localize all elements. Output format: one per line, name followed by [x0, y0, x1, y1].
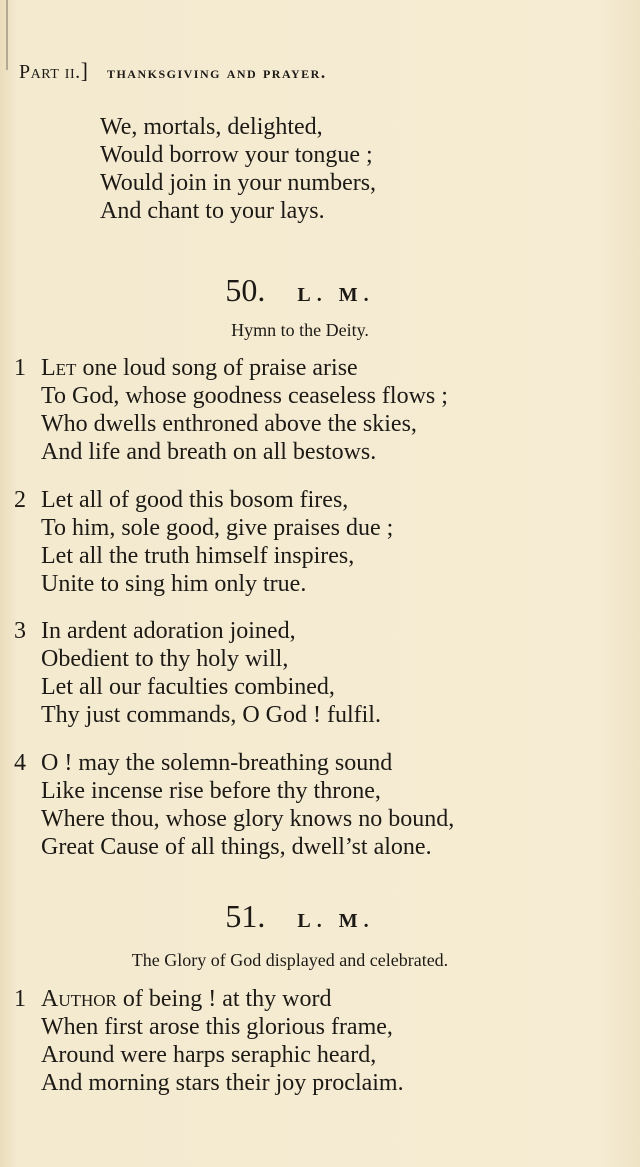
hymn-meter: L. M.: [297, 910, 375, 932]
verse-number: 1: [14, 355, 26, 381]
verse-line: When first arose this glorious frame,: [41, 1014, 393, 1040]
verse-line: Let all the truth himself inspires,: [41, 543, 355, 569]
continuation-line: We, mortals, delighted,: [100, 114, 323, 140]
verse-line: To God, whose goodness ceaseless flows ;: [41, 383, 448, 409]
verse-line: Thy just commands, O God ! fulfil.: [41, 702, 381, 728]
verse-line-rest: of being ! at thy word: [116, 986, 332, 1012]
verse-line: Where thou, whose glory knows no bound,: [41, 806, 455, 832]
verse-number: 1: [14, 986, 26, 1012]
verse-line: Unite to sing him only true.: [41, 571, 307, 597]
verse-line: Let all our faculties combined,: [41, 674, 335, 700]
verse-line: Great Cause of all things, dwell’st alone.: [41, 834, 432, 860]
hymn-number: 50.: [225, 272, 266, 308]
verse-line: And morning stars their joy proclaim.: [41, 1070, 404, 1096]
verse-number: 4: [14, 750, 26, 776]
verse-line: Who dwells enthroned above the skies,: [41, 411, 417, 437]
verse-line: [41, 354, 358, 382]
verse-line: Like incense rise before thy throne,: [41, 778, 381, 804]
verse-line: O ! may the solemn-breathing sound: [41, 750, 393, 776]
running-head-bracket: ]: [80, 58, 89, 83]
continuation-line: And chant to your lays.: [100, 198, 325, 224]
hymn-title: The Glory of God displayed and celebrated.: [131, 950, 449, 970]
verse-line: And life and breath on all bestows.: [41, 439, 377, 465]
page-gutter-line: [6, 0, 8, 70]
verse-initial-word: Author: [41, 986, 117, 1012]
hymn-51-heading: [10, 898, 590, 935]
verse-line-rest: one loud song of praise arise: [76, 355, 358, 381]
hymn-title: Hymn to the Deity.: [231, 320, 369, 340]
verse-line: Obedient to thy holy will,: [41, 646, 289, 672]
verse-line: Around were harps seraphic heard,: [41, 1042, 377, 1068]
verse-number: 2: [14, 487, 26, 513]
running-head-subject: thanksgiving and prayer.: [106, 63, 327, 82]
verse-initial-word: Let: [41, 355, 77, 381]
running-head: [19, 58, 619, 84]
hymn-number: 51.: [225, 898, 266, 934]
verse-line: Let all of good this bosom fires,: [41, 487, 349, 513]
continuation-line: Would borrow your tongue ;: [100, 142, 373, 168]
hymn-meter: L. M.: [297, 284, 375, 306]
verse-number: 3: [14, 618, 26, 644]
hymn-50-heading: [10, 272, 590, 309]
continuation-line: Would join in your numbers,: [100, 170, 377, 196]
verse-line: In ardent adoration joined,: [41, 618, 296, 644]
verse-line: To him, sole good, give praises due ;: [41, 515, 394, 541]
running-head-part: Part ii.: [19, 61, 81, 83]
verse-line: [41, 985, 332, 1013]
